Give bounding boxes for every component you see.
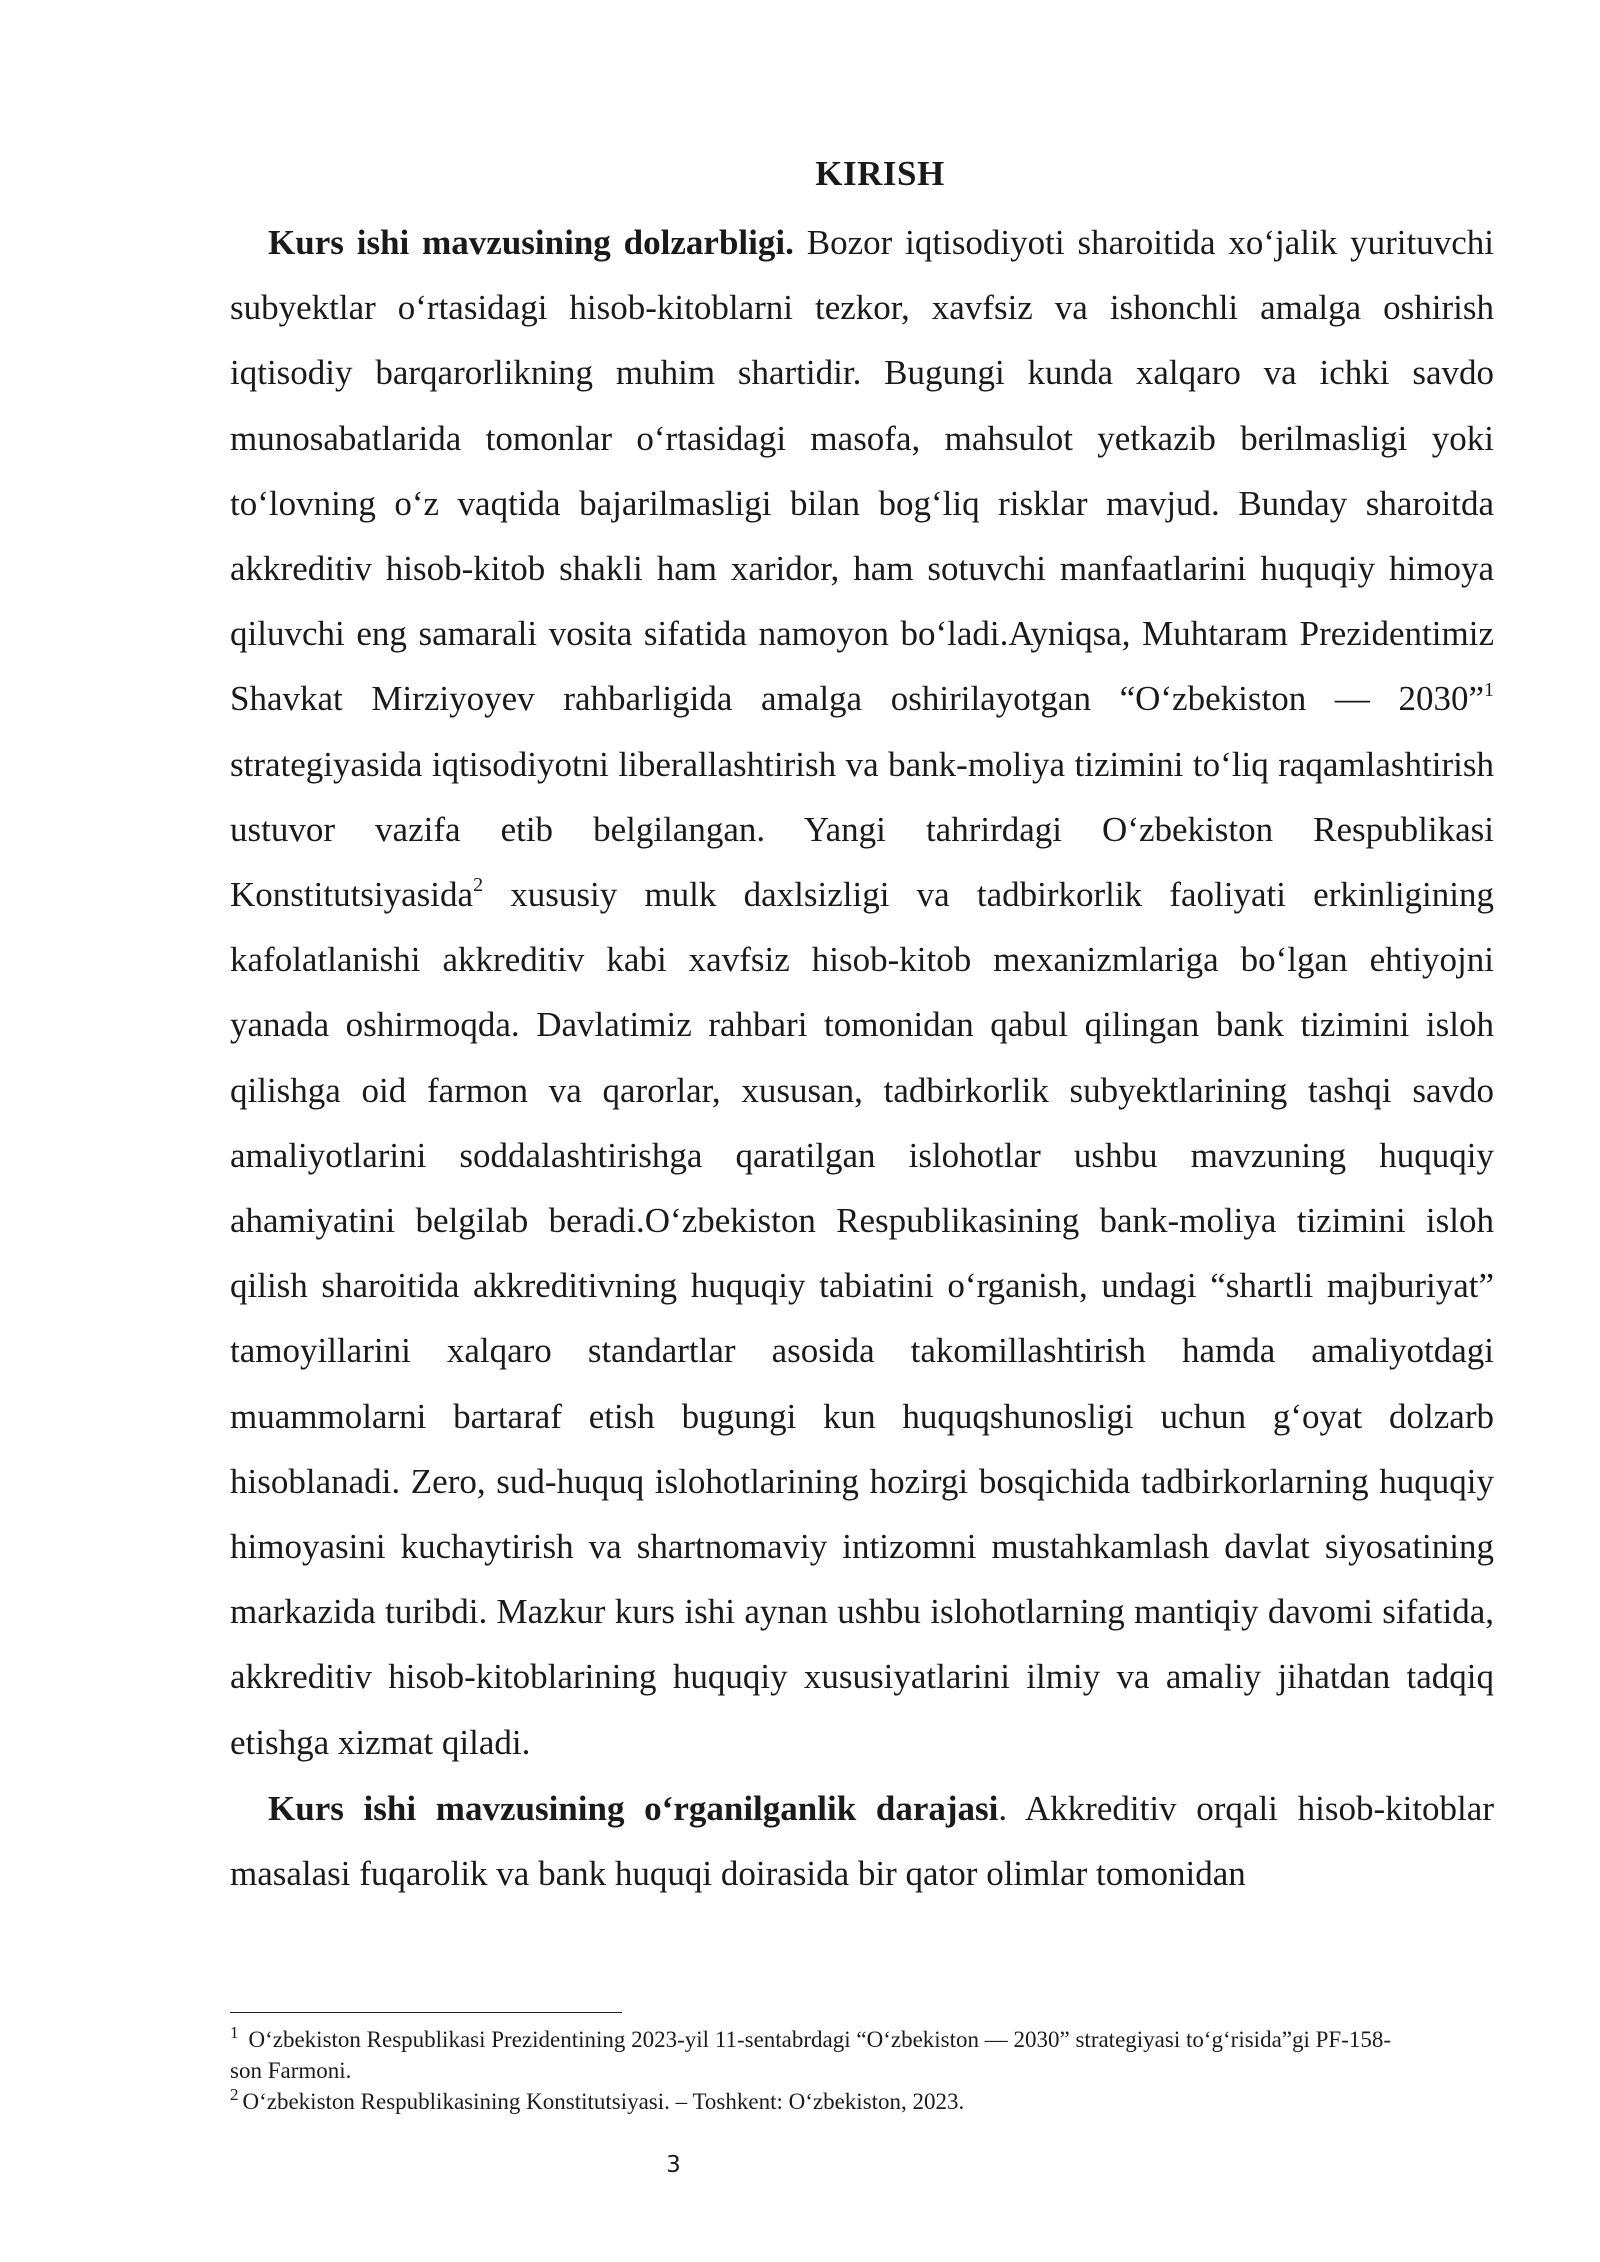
footnote-mark: 2	[230, 2085, 239, 2105]
paragraph-relevance	[230, 210, 1494, 1775]
footnote-separator	[230, 2012, 622, 2013]
paragraph-text: xususiy mulk daxlsizligi va tadbirkorlik faoliyati erkinligining kafolatlanishi akkreditiv kabi xavfsiz hisob-kitob mexanizmlariga bo‘lgan ehtiyojni yanada oshirmoqda. Davlatimiz rahbari tomonidan qabul qilingan bank tizimini isloh qilishga oid farmon va qarorlar, xususan, tadbirkorlik subyektlarining tashqi savdo amaliyotlarini soddalashtirishga qaratilgan islohotlar ushbu mavzuning huquqiy ahamiyatini belgilab beradi.O‘zbekiston Respublikasining bank-moliya tizimini isloh qilish sharoitida akkreditivning huquqiy tabiatini o‘rganish, undagi “shartli majburiyat” tamoyillarini xalqaro standartlar asosida takomillashtirish hamda amaliyotdagi muammolarni bartaraf etish bugungi kun huquqshunosligi uchun g‘oyat dolzarb hisoblanadi. Zero, sud-huquq islohotlarining hozirgi bosqichida tadbirkorlarning huquqiy himoyasini kuchaytirish va shartnomaviy intizomni mustahkamlash davlat siyosatining markazida turibdi. Mazkur kurs ishi aynan ushbu islohotlarning mantiqiy davomi sifatida, akkreditiv hisob-kitoblarining huquqiy xususiyatlarini ilmiy va amaliy jihatdan tadqiq etishga xizmat qiladi.	[230, 875, 1494, 1762]
paragraph-study-level	[230, 1776, 1494, 1906]
page-number: 3	[666, 2152, 681, 2178]
section-heading: KIRISH	[815, 154, 945, 193]
footnote-item	[230, 2024, 1410, 2086]
paragraph-text: strategiyasida iqtisodiyotni liberallashtirish va bank-moliya tizimini to‘liq raqamlashtirish ustuvor vazifa etib belgilangan. Yangi tahrirdagi O‘zbekiston Respublikasi Konstitutsiyasida	[230, 744, 1494, 915]
footnote-text: O‘zbekiston Respublikasining Konstitutsiyasi. – Toshkent: O‘zbekiston, 2023.	[242, 2089, 965, 2114]
footnote-text: O‘zbekiston Respublikasi Prezidentining 2023-yil 11-sentabrdagi “O‘zbekiston — 2030” strategiyasi to‘g‘risida”gi PF-158-son Farmoni.	[230, 2027, 1392, 2083]
footnote-item	[230, 2086, 1410, 2117]
paragraph-lead: Kurs ishi mavzusining dolzarbligi.	[268, 223, 794, 262]
paragraph-text: Bozor iqtisodiyoti sharoitida xo‘jalik yurituvchi subyektlar o‘rtasidagi hisob-kitoblarni tezkor, xavfsiz va ishonchli amalga oshirish iqtisodiy barqarorlikning muhim shartidir. Bugungi kunda xalqaro va ichki savdo munosabatlarida tomonlar o‘rtasidagi masofa, mahsulot yetkazib berilmasligi yoki to‘lovning o‘z vaqtida bajarilmasligi bilan bog‘liq risklar mavjud. Bunday sharoitda akkreditiv hisob-kitob shakli ham xaridor, ham sotuvchi manfaatlarini huquqiy himoya qiluvchi eng samarali vosita sifatida namoyon bo‘ladi.Ayniqsa, Muhtaram Prezidentimiz Shavkat Mirziyoyev rahbarligida amalga oshirilayotgan “O‘zbekiston — 2030”	[230, 223, 1494, 719]
footnotes	[230, 2024, 1410, 2117]
footnote-mark: 1	[230, 2023, 239, 2043]
paragraph-text: . Akkreditiv orqali hisob-kitoblar masalasi fuqarolik va bank huquqi doirasida bir qator olimlar tomonidan	[230, 1788, 1494, 1894]
paragraph-lead: Kurs ishi mavzusining o‘rganilganlik darajasi	[268, 1788, 999, 1828]
body-text	[230, 210, 1494, 1906]
footnote-reference: 1	[1484, 678, 1494, 701]
footnote-reference: 2	[473, 874, 484, 897]
